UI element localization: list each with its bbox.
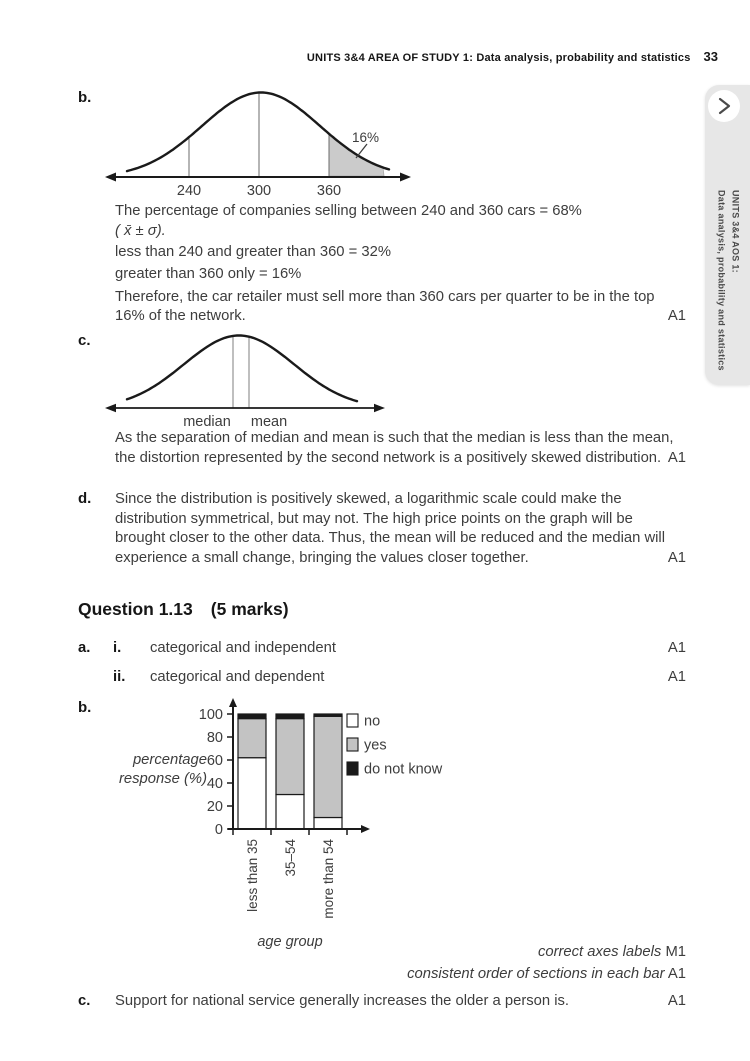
answer-text: Support for national service generally increases the older a person is. [115, 993, 570, 1009]
y-tick-label: 20 [206, 799, 223, 815]
y-axis-title-line1: percentage [132, 752, 207, 768]
mark-a1: A1 [667, 449, 686, 466]
y-tick-label: 40 [206, 776, 223, 792]
y-axis-arrow [229, 698, 237, 707]
answer-row-a-ii [78, 669, 686, 687]
mark-a1: A1 [667, 549, 686, 566]
x-axis-title: age group [257, 934, 323, 950]
b-line4: greater than 360 only = 16% [115, 266, 302, 282]
tick-240: 240 [176, 183, 202, 199]
x-category-label: 35–54 [283, 839, 298, 877]
annotation-leader-line [356, 144, 367, 158]
bar-segment [238, 714, 266, 719]
side-tab-line1: UNITS 3&4 AOS 1: [730, 190, 741, 274]
chapter-side-tab[interactable] [705, 85, 750, 385]
part-b-label: b. [78, 89, 92, 106]
legend-label: no [364, 713, 381, 730]
question-heading [78, 599, 289, 620]
side-tab-line2: Data analysis, probability and statistics [716, 190, 727, 371]
legend-label: do not know [364, 761, 443, 778]
bar-segment [276, 714, 304, 719]
side-tab-label [714, 190, 742, 371]
chevron-right-icon[interactable] [708, 90, 740, 122]
page-number: 33 [703, 49, 718, 64]
b-line1: The percentage of companies selling between 240 and 360 cars = 68% [115, 203, 582, 219]
median-label: median [183, 414, 231, 430]
x-category-label: less than 35 [245, 839, 260, 912]
axis-arrow-right [400, 173, 411, 182]
axis-arrow-left [105, 404, 116, 412]
legend-label: yes [364, 737, 387, 754]
b-line3: less than 240 and greater than 360 = 32% [115, 244, 392, 260]
note-text: consistent order of sections in each bar [407, 966, 665, 982]
mark-a1: A1 [667, 669, 686, 685]
item-ii-label: ii. [113, 669, 126, 685]
item-i-label: i. [113, 640, 122, 656]
legend-swatch [347, 738, 358, 751]
x-axis-arrow [361, 825, 370, 833]
answer-text: categorical and dependent [150, 669, 325, 685]
part-c-label: c. [78, 332, 91, 349]
mark-a1: A1 [667, 993, 686, 1009]
marking-note-2 [407, 963, 686, 985]
page-header [307, 49, 718, 64]
y-tick-label: 60 [206, 753, 223, 769]
part-b2-label: b. [78, 699, 92, 716]
mark-m1: M1 [665, 944, 686, 960]
bar-segment [276, 795, 304, 830]
axis-arrow-right [374, 404, 385, 412]
marking-notes [407, 941, 686, 985]
bar-segment [314, 714, 342, 716]
b-line2-math: ( x̄ ± σ). [115, 222, 166, 239]
axis-arrow-left [105, 173, 116, 182]
y-tick-label: 80 [206, 730, 223, 746]
x-category-label: more than 54 [321, 839, 336, 919]
y-tick-label: 0 [214, 822, 223, 838]
normal-curve-diagram-16pct [100, 84, 420, 206]
mark-a1: A1 [667, 966, 686, 982]
stacked-bar-chart [100, 698, 460, 960]
legend-swatch [347, 762, 358, 775]
marking-note-1 [407, 941, 686, 963]
bar-segment [314, 716, 342, 817]
answer-row-a-i [78, 640, 686, 658]
header-title: UNITS 3&4 AREA OF STUDY 1: Data analysis, probability and statistics [306, 52, 691, 64]
question-marks: (5 marks) [210, 599, 289, 619]
y-axis-title-line2: response (%) [119, 771, 207, 787]
bar-segment [238, 758, 266, 829]
mark-a1: A1 [667, 308, 686, 324]
answer-text: categorical and independent [150, 640, 336, 656]
b-conclusion: Therefore, the car retailer must sell more than 360 cars per quarter to be in the top 16% of the network. [115, 288, 655, 324]
mean-label: mean [250, 414, 288, 430]
d-paragraph: Since the distribution is positively skewed, a logarithmic scale could make the distribution symmetrical, but may not. The high price points on the graph will be brought closer to the other data. Thus, the mean will be reduced and the median will experience a small change, bringing the values closer together. [115, 491, 666, 566]
bar-segment [238, 719, 266, 758]
part-d-label: d. [78, 490, 92, 507]
part-c2-label: c. [78, 993, 91, 1009]
question-number: Question 1.13 [78, 599, 193, 619]
legend-swatch [347, 714, 358, 727]
skewed-curve-diagram [100, 330, 390, 432]
note-text: correct axes labels [537, 944, 662, 960]
tick-360: 360 [316, 183, 342, 199]
shaded-area-label: 16% [352, 130, 380, 145]
c-paragraph: As the separation of median and mean is such that the median is less than the mean, the distortion represented by the second network is a positively skewed distribution. [115, 430, 674, 466]
tick-300: 300 [246, 183, 272, 199]
y-tick-label: 100 [198, 707, 223, 723]
part-c-answer [115, 429, 686, 468]
bar-segment [276, 719, 304, 795]
bar-segment [314, 818, 342, 830]
answer-row-c [78, 993, 686, 1011]
mark-a1: A1 [667, 640, 686, 656]
part-d-answer [115, 490, 686, 568]
part-a-label: a. [78, 640, 91, 656]
part-b-answer [115, 202, 686, 327]
